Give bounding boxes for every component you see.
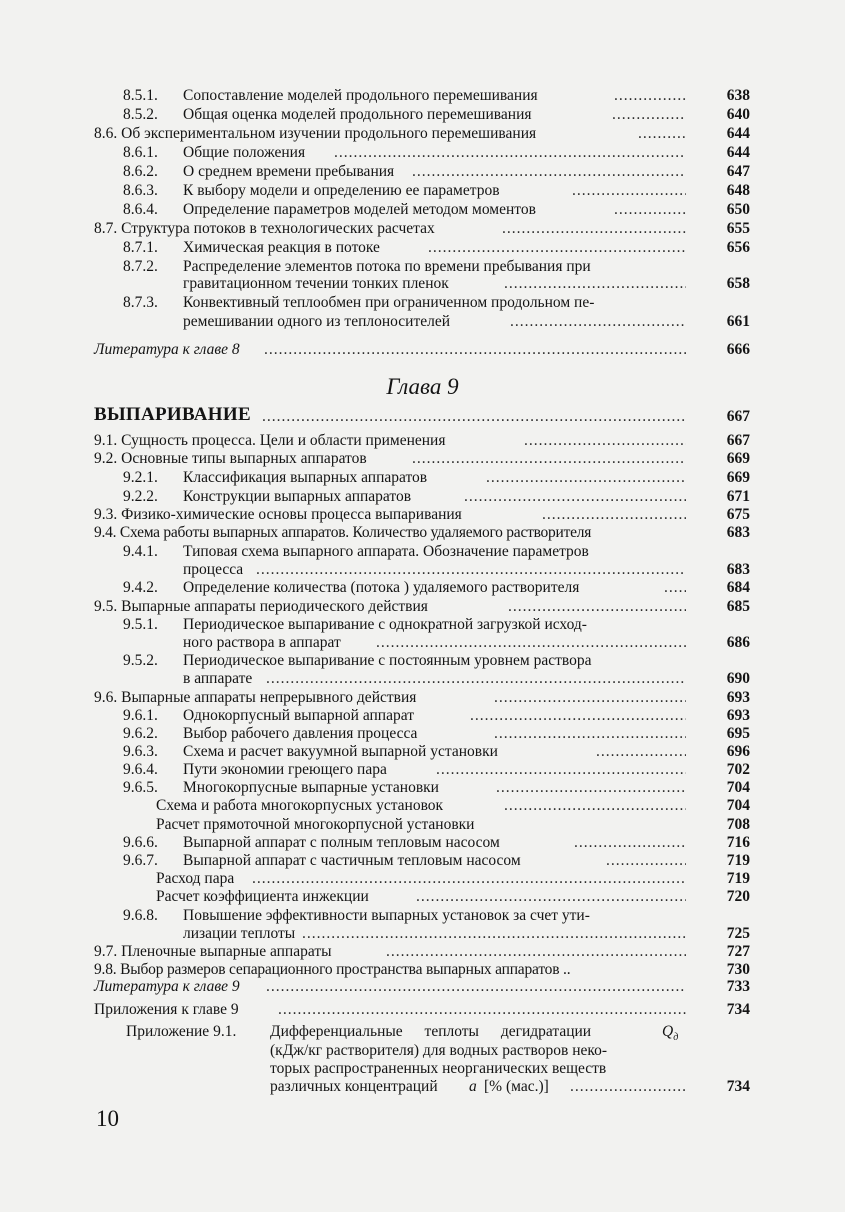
toc-entry-page: 667 xyxy=(726,408,750,425)
toc-entry-number: 9.6.5. xyxy=(123,779,158,796)
toc-entry-page: 708 xyxy=(726,816,750,833)
toc-entry-title: Определение количества (потока ) удаляемого растворителя xyxy=(183,579,580,596)
toc-entry-number: 9.4.1. xyxy=(123,543,158,560)
toc-entry-title: Схема и работа многокорпусных установок xyxy=(156,797,444,814)
toc-entry-title: Выпарной аппарат с полным тепловым насосом xyxy=(183,834,500,851)
toc-entry-page: 640 xyxy=(726,106,750,123)
formula-symbol: а xyxy=(469,1078,477,1095)
leader-dots xyxy=(266,669,686,688)
toc-entry-title: Типовая схема выпарного аппарата. Обозначение параметров xyxy=(183,543,589,560)
toc-entry-page: 685 xyxy=(726,598,750,615)
formula-symbol xyxy=(662,1022,678,1047)
toc-entry-number: 8.5.2. xyxy=(123,106,158,123)
leader-dots xyxy=(436,760,686,779)
leader-dots xyxy=(664,578,686,597)
leader-dots xyxy=(510,312,686,331)
toc-entry-number: 8.6.4. xyxy=(123,201,158,218)
toc-entry-page: 719 xyxy=(726,852,750,869)
leader-dots xyxy=(302,924,686,943)
toc-entry-page: 655 xyxy=(726,220,750,237)
leader-dots xyxy=(464,487,686,506)
toc-entry-page: 671 xyxy=(726,488,750,505)
leader-dots xyxy=(494,724,686,743)
toc-entry-page: 720 xyxy=(726,888,750,905)
leader-dots xyxy=(614,86,686,105)
toc-entry-title: Повышение эффективности выпарных установок за счет ути- xyxy=(183,907,590,924)
toc-entry-number: 9.6.3. xyxy=(123,743,158,760)
leader-dots xyxy=(638,124,686,143)
toc-entry-page: 638 xyxy=(726,87,750,104)
leader-dots xyxy=(542,505,686,524)
toc-entry-page: 730 xyxy=(726,961,750,978)
leader-dots xyxy=(596,742,686,761)
toc-entry-title: 8.7. Структура потоков в технологических расчетах xyxy=(94,220,435,237)
q-symbol: Q xyxy=(662,1023,674,1040)
toc-entry-title: 9.3. Физико-химические основы процесса выпаривания xyxy=(94,506,462,523)
toc-entry-page: 683 xyxy=(726,561,750,578)
toc-entry-page: 733 xyxy=(726,978,750,995)
toc-entry-page: 693 xyxy=(726,689,750,706)
toc-entry-title: Литература к главе 9 xyxy=(94,978,240,995)
toc-entry-title: Выбор рабочего давления процесса xyxy=(183,725,418,742)
toc-entry-title: Химическая реакция в потоке xyxy=(183,239,380,256)
toc-entry-page: 734 xyxy=(726,1078,750,1095)
leader-dots xyxy=(524,431,686,450)
toc-entry-title: Классификация выпарных аппаратов xyxy=(183,469,428,486)
toc-entry-title: Конструкции выпарных аппаратов xyxy=(183,488,412,505)
toc-entry-number: 8.5.1. xyxy=(123,87,158,104)
toc-entry-page: 683 xyxy=(726,524,750,541)
toc-entry-page: 669 xyxy=(726,469,750,486)
appendix-title: [% (мас.)] xyxy=(484,1078,549,1095)
toc-entry-page: 644 xyxy=(726,144,750,161)
toc-entry-page: 704 xyxy=(726,797,750,814)
toc-entry-page: 693 xyxy=(726,707,750,724)
toc-entry-number: 9.5.1. xyxy=(123,616,158,633)
toc-entry-number: 9.6.8. xyxy=(123,907,158,924)
chapter-label: Глава 9 xyxy=(386,374,459,399)
toc-entry-page: 716 xyxy=(726,834,750,851)
toc-entry-title: Пути экономии греющего пара xyxy=(183,761,387,778)
toc-entry-page: 656 xyxy=(726,239,750,256)
toc-entry-title: Многокорпусные выпарные установки xyxy=(183,779,439,796)
leader-dots xyxy=(504,796,686,815)
toc-entry-title: Общая оценка моделей продольного перемешивания xyxy=(183,106,532,123)
appendix-title: различных концентраций xyxy=(270,1078,438,1095)
toc-entry-title: 9.7. Пленочные выпарные аппараты xyxy=(94,943,332,960)
toc-entry-number: 9.5.2. xyxy=(123,652,158,669)
leader-dots xyxy=(376,633,686,652)
toc-entry-page: 686 xyxy=(726,634,750,651)
toc-entry-title: 9.4. Схема работы выпарных аппаратов. Количество удаляемого растворителя xyxy=(94,524,592,541)
toc-entry-title: Литература к главе 8 xyxy=(94,341,240,358)
toc-entry-number: 9.6.2. xyxy=(123,725,158,742)
leader-dots xyxy=(256,560,686,579)
toc-entry-title: лизации теплоты xyxy=(183,925,296,942)
toc-entry-page: 734 xyxy=(726,1001,750,1018)
toc-entry-title: ремешивании одного из теплоносителей xyxy=(183,313,451,330)
leader-dots xyxy=(334,143,686,162)
leader-dots xyxy=(470,706,686,725)
toc-entry-page: 648 xyxy=(726,182,750,199)
toc-entry-page: 644 xyxy=(726,125,750,142)
toc-entry-title: Однокорпусный выпарной аппарат xyxy=(183,707,414,724)
leader-dots xyxy=(572,181,686,200)
toc-entry-title: К выбору модели и определению ее параметров xyxy=(183,182,500,199)
leader-dots xyxy=(264,340,686,359)
toc-entry-title: Приложения к главе 9 xyxy=(94,1001,239,1018)
toc-entry-title: Расход пара xyxy=(156,870,235,887)
toc-entry-page: 669 xyxy=(726,450,750,467)
appendix-title: (кДж/кг растворителя) для водных растворов неко- xyxy=(270,1042,608,1059)
toc-entry-page: 702 xyxy=(726,761,750,778)
toc-entry-page: 695 xyxy=(726,725,750,742)
toc-entry-title: Выпарной аппарат с частичным тепловым насосом xyxy=(183,852,521,869)
toc-entry-page: 719 xyxy=(726,870,750,887)
toc-entry-page: 647 xyxy=(726,163,750,180)
leader-dots xyxy=(486,468,686,487)
toc-entry-number: 9.6.7. xyxy=(123,852,158,869)
toc-entry-title: Определение параметров моделей методом моментов xyxy=(183,201,536,218)
toc-entry-number: 8.7.1. xyxy=(123,239,158,256)
toc-entry-title: Общие положения xyxy=(183,144,306,161)
toc-entry-page: 725 xyxy=(726,925,750,942)
toc-entry-number: 8.7.3. xyxy=(123,294,158,311)
toc-entry-title: Сопоставление моделей продольного перемешивания xyxy=(183,87,538,104)
toc-entry-title: Периодическое выпаривание с постоянным уровнем раствора xyxy=(183,652,592,669)
toc-entry-page: 690 xyxy=(726,670,750,687)
q-subscript: д xyxy=(673,1032,679,1044)
toc-entry-page: 704 xyxy=(726,779,750,796)
toc-entry-page: 696 xyxy=(726,743,750,760)
toc-entry-title: 9.1. Сущность процесса. Цели и области применения xyxy=(94,432,446,449)
toc-entry-title: в аппарате xyxy=(183,670,253,687)
leader-dots xyxy=(574,833,686,852)
appendix-label: Приложение 9.1. xyxy=(126,1023,237,1040)
toc-entry-page: 658 xyxy=(726,275,750,292)
toc-entry-title: Периодическое выпаривание с однократной загрузкой исход- xyxy=(183,616,587,633)
toc-entry-title: 9.5. Выпарные аппараты периодического действия xyxy=(94,598,428,615)
toc-entry-number: 9.4.2. xyxy=(123,579,158,596)
leader-dots xyxy=(502,219,686,238)
leader-dots xyxy=(412,449,686,468)
toc-entry-page: 727 xyxy=(726,943,750,960)
toc-entry-title: гравитационном течении тонких пленок xyxy=(183,275,449,292)
toc-entry-title: 8.6. Об экспериментальном изучении продольного перемешивания xyxy=(94,125,537,142)
toc-entry-number: 8.7.2. xyxy=(123,258,158,275)
leader-dots xyxy=(612,105,686,124)
toc-entry-title: Распределение элементов потока по времени пребывания при xyxy=(183,258,591,275)
toc-entry-title: 9.6. Выпарные аппараты непрерывного действия xyxy=(94,689,417,706)
leader-dots xyxy=(606,851,686,870)
toc-entry-page: 675 xyxy=(726,506,750,523)
toc-entry-title: Схема и расчет вакуумной выпарной установки xyxy=(183,743,498,760)
toc-entry-number: 8.6.2. xyxy=(123,163,158,180)
leader-dots xyxy=(496,778,686,797)
leader-dots xyxy=(614,200,686,219)
chapter-title: ВЫПАРИВАНИЕ xyxy=(94,404,251,425)
leader-dots xyxy=(504,274,686,293)
toc-entry-page: 667 xyxy=(726,432,750,449)
leader-dots xyxy=(266,977,686,996)
toc-entry-number: 9.6.4. xyxy=(123,761,158,778)
toc-entry-title: 9.2. Основные типы выпарных аппаратов xyxy=(94,450,367,467)
toc-entry-number: 9.6.1. xyxy=(123,707,158,724)
toc-entry-number: 8.6.3. xyxy=(123,182,158,199)
leader-dots xyxy=(494,688,686,707)
toc-entry-title: 9.8. Выбор размеров сепарационного пространства выпарных аппаратов .. xyxy=(94,961,571,978)
toc-entry-page: 666 xyxy=(726,341,750,358)
toc-entry-title: ного раствора в аппарат xyxy=(183,634,341,651)
leader-dots xyxy=(508,597,686,616)
leader-dots xyxy=(412,162,686,181)
toc-entry-page: 684 xyxy=(726,579,750,596)
leader-dots xyxy=(262,406,686,425)
toc-entry-number: 9.2.1. xyxy=(123,469,158,486)
toc-entry-number: 9.6.6. xyxy=(123,834,158,851)
toc-entry-page: 661 xyxy=(726,313,750,330)
toc-entry-number: 8.6.1. xyxy=(123,144,158,161)
leader-dots xyxy=(416,887,686,906)
leader-dots xyxy=(386,942,686,961)
leader-dots xyxy=(252,869,686,888)
toc-entry-title: Конвективный теплообмен при ограниченном продольном пе- xyxy=(183,294,595,311)
leader-dots xyxy=(428,238,686,257)
toc-entry-title: процесса xyxy=(183,561,244,578)
toc-entry-title: Расчет прямоточной многокорпусной установки xyxy=(156,816,475,833)
toc-entry-title: Расчет коэффициента инжекции xyxy=(156,888,369,905)
toc-entry-title: О среднем времени пребывания xyxy=(183,163,395,180)
appendix-title: Дифференциальные теплоты дегидратации xyxy=(270,1023,592,1040)
toc-entry-page: 650 xyxy=(726,201,750,218)
leader-dots xyxy=(278,1000,686,1019)
leader-dots xyxy=(570,1077,686,1096)
page-number: 10 xyxy=(96,1106,119,1131)
toc-entry-number: 9.2.2. xyxy=(123,488,158,505)
appendix-title: торых распространенных неорганических веществ xyxy=(270,1060,607,1077)
